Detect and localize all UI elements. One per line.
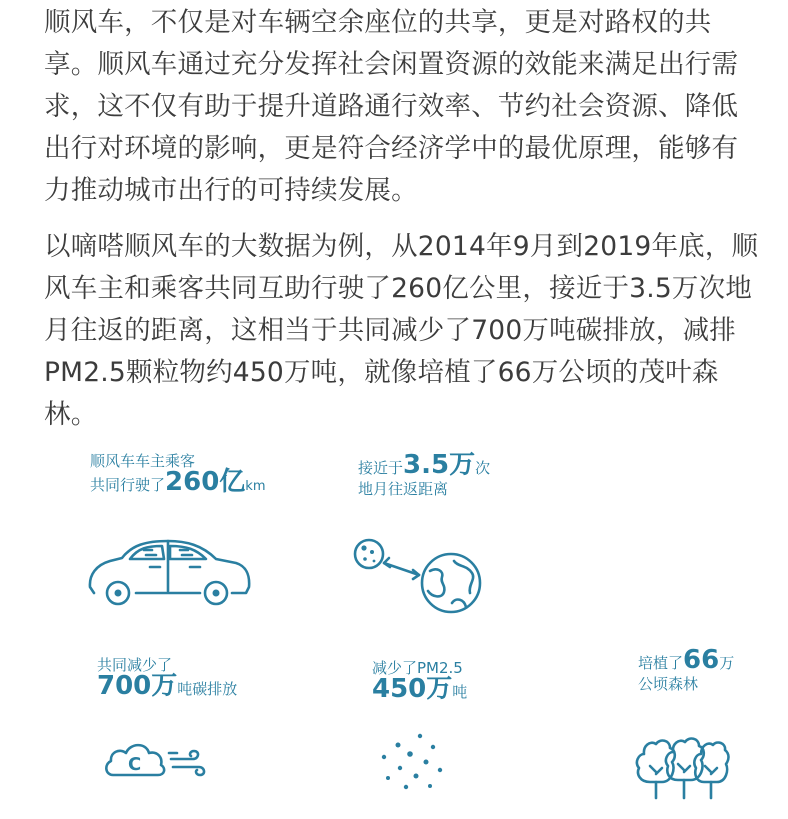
stat-forest-value: 66 xyxy=(683,645,720,675)
stat-moon-prefix: 接近于 xyxy=(358,459,404,477)
car-icon xyxy=(86,535,256,607)
stat-carbon-line1: 共同减少了 xyxy=(97,656,173,674)
stat-distance-value: 260亿 xyxy=(165,467,246,497)
cloud-co2-icon xyxy=(103,737,213,781)
stat-distance-unit: km xyxy=(245,479,266,494)
stat-distance-line1: 顺风车车主乘客 xyxy=(90,452,196,470)
stat-moon-line2: 地月往返距离 xyxy=(358,480,449,498)
stat-carbon-suffix: 吨碳排放 xyxy=(177,680,238,698)
trees-icon xyxy=(634,728,730,800)
article-paragraph-1: 顺风车，不仅是对车辆空余座位的共享，更是对路权的共享。顺风车通过充分发挥社会闲置资源的效能来满足出行需求，这不仅有助于提升道路通行效率、节约社会资源、降低出行对环境的影响，更是符合经济学中的最优原理，能够有力推动城市出行的可持续发展。 xyxy=(44,7,739,206)
stat-moon xyxy=(358,450,491,500)
stat-pm25-line1: 减少了PM2.5 xyxy=(372,659,463,677)
stat-forest-prefix: 培植了 xyxy=(638,654,684,672)
stat-forest-suffix: 万 xyxy=(719,654,735,672)
particles-icon xyxy=(378,732,448,792)
moon-earth-icon xyxy=(352,537,487,617)
stat-moon-suffix: 次 xyxy=(475,459,491,477)
stat-pm25-value: 450万 xyxy=(372,674,453,704)
stat-forest xyxy=(638,645,735,695)
stat-carbon-value: 700万 xyxy=(97,671,178,701)
svg-text:C: C xyxy=(128,754,142,775)
article-paragraph-2: 以嘀嗒顺风车的大数据为例，从2014年9月到2019年底，顺风车主和乘客共同互助行驶了260亿公里，接近于3.5万次地月往返的距离，这相当于共同减少了700万吨碳排放，减排PM2.5颗粒物约450万吨，就像培植了66万公顷的茂叶森林。 xyxy=(44,231,759,430)
stat-pm25-suffix: 吨 xyxy=(452,683,468,701)
stat-moon-value: 3.5万 xyxy=(403,450,476,480)
stat-pm25 xyxy=(372,658,467,703)
stat-distance-prefix: 共同行驶了 xyxy=(90,476,166,494)
stat-carbon xyxy=(97,655,237,700)
stat-forest-line2: 公顷森林 xyxy=(638,675,699,693)
stat-distance xyxy=(90,451,266,497)
